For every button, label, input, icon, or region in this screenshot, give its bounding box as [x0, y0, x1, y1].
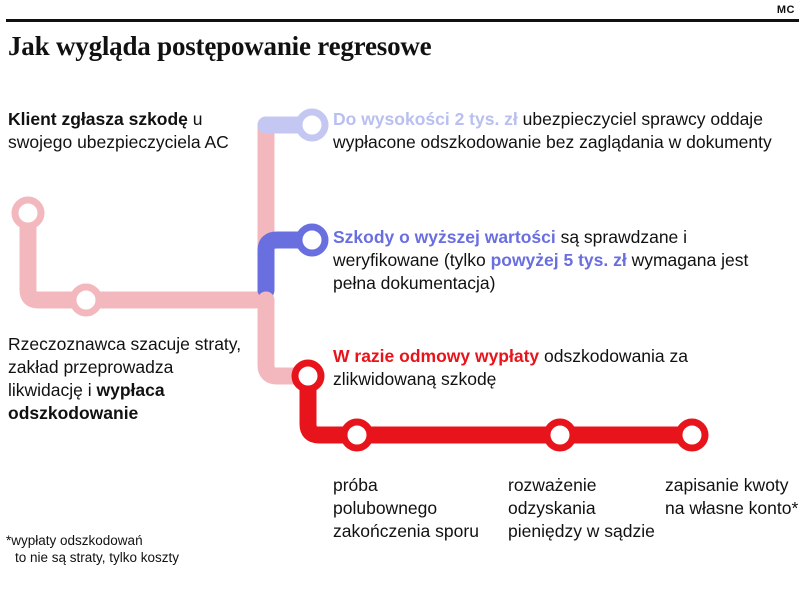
node-branch-2 — [299, 227, 325, 253]
leaf-label-3: zapisanie kwoty na własne konto* — [665, 475, 799, 518]
branch-1-highlight: Do wysokości 2 tys. zł — [333, 109, 518, 129]
footnote-line-1: *wypłaty odszkodowań — [6, 533, 143, 548]
branch-2-body-2: wymagana jest pełna dokumentacja) — [333, 250, 749, 294]
leaf-label-1: próba polubownego zakończenia sporu — [333, 475, 479, 541]
branch-3-text — [333, 345, 793, 391]
branch-1-text — [333, 108, 793, 154]
footnote — [6, 532, 256, 567]
footnote-line-2: to nie są straty, tylko koszty — [15, 550, 180, 566]
step-1-text — [8, 108, 233, 154]
branch-2-body-1: są sprawdzane i weryfikowane (tylko — [333, 227, 688, 271]
node-branch-1 — [299, 112, 325, 138]
branch-1-body: ubezpieczyciel sprawcy oddaje wypłacone odszkodowanie bez zaglądania w dokumenty — [333, 109, 772, 153]
branch-2-highlight: Szkody o wyższej wartości — [333, 227, 556, 247]
branch-3-body: odszkodowania za zlikwidowaną szkodę — [333, 346, 689, 390]
node-leaf-2 — [547, 422, 573, 448]
branch-2-text — [333, 226, 793, 295]
credit-label: MC — [776, 4, 795, 16]
step-1-bold: Klient zgłasza szkodę — [8, 109, 188, 129]
node-leaf-3 — [679, 422, 705, 448]
step-1-rest: u swojego ubezpieczyciela AC — [8, 109, 229, 153]
step-2-bold: wypłaca odszkodowanie — [8, 380, 165, 424]
page-title: Jak wygląda postępowanie regresowe — [8, 31, 432, 61]
leaf-label-2: rozważenie odzyskania pieniędzy w sądzie — [508, 475, 655, 541]
node-branch-3 — [295, 363, 321, 389]
branch-3-highlight: W razie odmowy wypłaty — [333, 346, 540, 366]
branch-2-highlight-2: powyżej 5 tys. zł — [490, 250, 627, 271]
step-2-text — [8, 333, 243, 425]
node-step1 — [15, 200, 41, 226]
node-step2 — [73, 287, 99, 313]
step-2-lead: Rzeczoznawca szacuje straty, zakład przeprowadza likwidację i — [8, 334, 242, 401]
node-leaf-1 — [344, 422, 370, 448]
